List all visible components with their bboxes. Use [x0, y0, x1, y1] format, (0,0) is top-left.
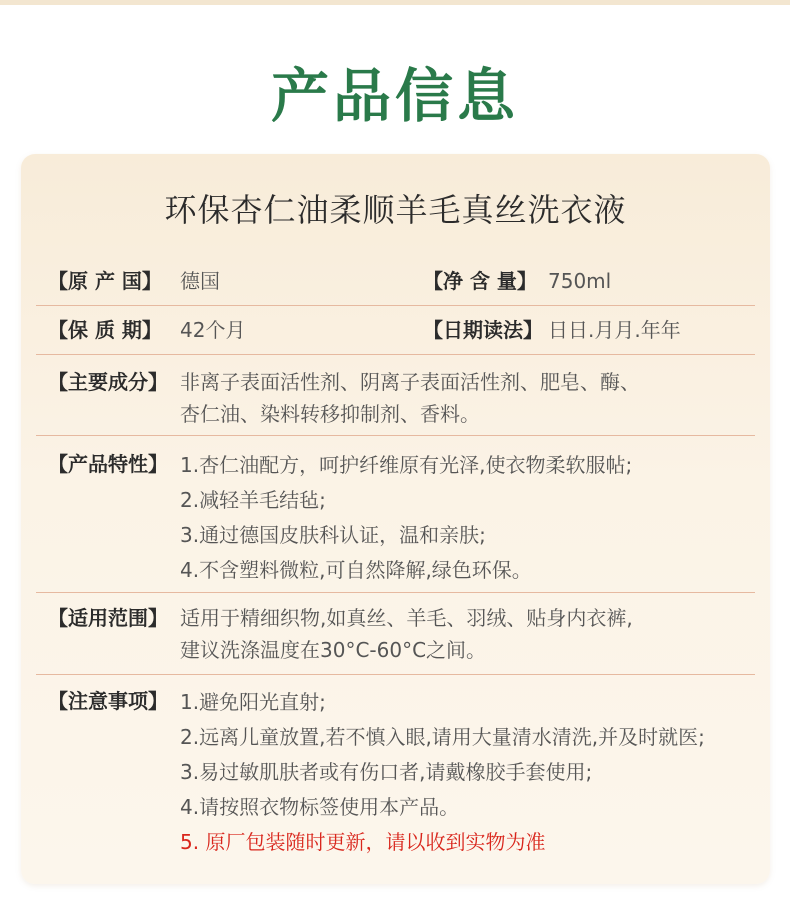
- feature-line: 4.不含塑料微粒,可自然降解,绿色环保。: [180, 558, 532, 582]
- ingredients-label: 【主要成分】: [48, 370, 168, 394]
- ingredients-text: [180, 366, 640, 430]
- shelf-life-label: 【保 质 期】: [48, 318, 162, 342]
- volume-value: 750ml: [548, 269, 612, 293]
- page-title: 产品信息: [270, 62, 519, 130]
- features-text: [180, 448, 632, 588]
- feature-line: 2.减轻羊毛结毡;: [180, 488, 326, 512]
- ingredients-line: 非离子表面活性剂、阴离子表面活性剂、肥皂、酶、: [180, 370, 640, 394]
- features-row: [36, 435, 755, 593]
- ingredients-line: 杏仁油、染料转移抑制剂、香料。: [180, 402, 480, 426]
- notes-row: [36, 674, 755, 874]
- spec-row-origin-volume: [36, 259, 755, 306]
- feature-line: 1.杏仁油配方，呵护纤维原有光泽,使衣物柔软服帖;: [180, 453, 633, 477]
- packaging-update-notice: 5. 原厂包装随时更新，请以收到实物为准: [180, 830, 546, 854]
- origin-value: 德国: [180, 269, 220, 293]
- usage-line: 适用于精细织物,如真丝、羊毛、羽绒、贴身内衣裤,: [180, 606, 633, 630]
- top-decor-strip: [0, 0, 790, 5]
- note-line: 1.避免阳光直射;: [180, 690, 326, 714]
- spec-row-shelf-date: [36, 305, 755, 355]
- origin-label: 【原 产 国】: [48, 269, 162, 293]
- note-line: 3.易过敏肌肤者或有伤口者,请戴橡胶手套使用;: [180, 760, 593, 784]
- usage-label: 【适用范围】: [48, 606, 168, 630]
- note-line: 2.远离儿童放置,若不慎入眼,请用大量清水清洗,并及时就医;: [180, 725, 705, 749]
- ingredients-row: [36, 354, 755, 436]
- notes-text: [180, 685, 705, 860]
- feature-line: 3.通过德国皮肤科认证，温和亲肤;: [180, 523, 486, 547]
- product-name: 环保杏仁油柔顺羊毛真丝洗衣液: [164, 191, 627, 229]
- volume-label: 【净 含 量】: [423, 269, 537, 293]
- usage-row: [36, 592, 755, 675]
- usage-line: 建议洗涤温度在30°C-60°C之间。: [180, 638, 487, 662]
- notes-label: 【注意事项】: [48, 689, 168, 713]
- date-format-value: 日日.月月.年年: [548, 318, 681, 342]
- features-label: 【产品特性】: [48, 452, 168, 476]
- note-line: 4.请按照衣物标签使用本产品。: [180, 795, 460, 819]
- shelf-life-value: 42个月: [180, 318, 246, 342]
- product-info-card: [21, 154, 770, 884]
- usage-text: [180, 602, 633, 666]
- date-format-label: 【日期读法】: [423, 318, 543, 342]
